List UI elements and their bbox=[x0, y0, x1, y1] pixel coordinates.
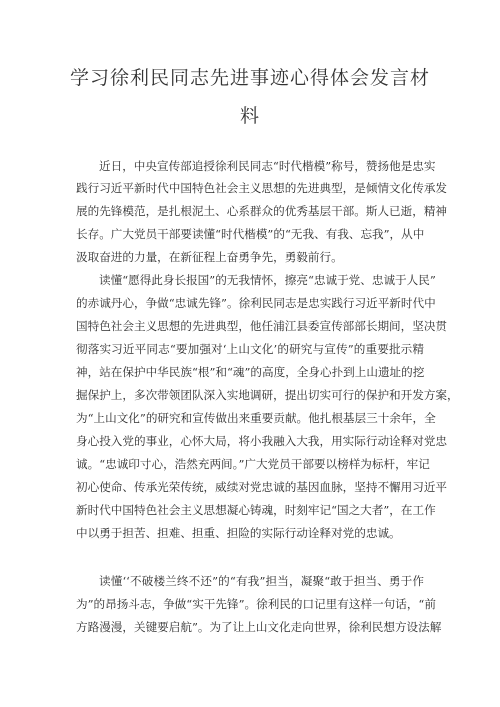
document-title-line-1: 学习徐利民同志先进事迹心得体会发言材 bbox=[69, 67, 430, 89]
paragraph-line: 读懂“愿得此身长报国”的无我情怀，擦亮“忠诚于党、忠诚于人民” bbox=[99, 273, 436, 287]
paragraph-line: 展的先锋模范，是扎根泥土、心系群众的优秀基层干部。斯人已逝，精神 bbox=[76, 204, 448, 218]
paragraph-line: 为“上山文化”的研究和宣传做出来重要贡献。他扎根基层三十余年，全 bbox=[76, 411, 436, 425]
paragraph-line: 新时代中国特色社会主义思想凝心铸魂，时刻牢记“国之大者”，在工作 bbox=[76, 503, 436, 517]
paragraph-line: 读懂‘‘不破楼兰终不还”的“有我”担当，凝聚“敢于担当、勇于作 bbox=[99, 574, 424, 588]
paragraph-line: 的赤诚丹心，争做“忠诚先锋”。徐利民同志是忠实践行习近平新时代中 bbox=[76, 296, 436, 310]
paragraph-line: 身心投入党的事业，心怀大局，将小我融入大我，用实际行动诠释对党忠 bbox=[76, 434, 448, 448]
paragraph-line: 掘保护上，多次带领团队深入实地调研，提出切实可行的保护和开发方案， bbox=[76, 388, 459, 402]
paragraph-line: 汲取奋进的力量，在新征程上奋勇争先，勇毅前行。 bbox=[76, 250, 343, 264]
paragraph-line: 践行习近平新时代中国特色社会主义思想的先进典型，是倾情文化传承发 bbox=[76, 181, 448, 195]
paragraph-line: 诚。“忠诚印寸心，浩然充两间。”广大党员干部要以榜样为标杆，牢记 bbox=[76, 457, 430, 471]
paragraph-line: 国特色社会主义思想的先进典型，他任浦江县委宣传部部长期间，坚决贯 bbox=[76, 319, 448, 333]
paragraph-line: 神，站在保护中华民族“根”和“魂”的高度，全身心扑到上山遗址的挖 bbox=[76, 365, 425, 379]
paragraph-line: 中以勇于担苦、担难、担重、担险的实际行动诠释对党的忠诚。 bbox=[76, 526, 401, 540]
paragraph-line: 方路漫漫，关键要启航”。为了让上山文化走向世界，徐利民想方设法解 bbox=[76, 620, 442, 634]
document-title-line-2: 料 bbox=[239, 105, 260, 127]
paragraph-line: 为”的昂扬斗志，争做“实干先锋”。徐利民的口记里有这样一句话，“前 bbox=[76, 597, 436, 611]
paragraph-line: 初心使命、传承光荣传统，威续对党忠诚的基因血脉，坚持不懈用习近平 bbox=[76, 480, 448, 494]
paragraph-line: 长存。广大党员干部要读懂“时代楷模”的“无我、有我、忘我”，从中 bbox=[76, 227, 425, 241]
paragraph-line: 彻落实习近平同志“要加强对‘上山文化’的研究与宣传”的重要批示精 bbox=[76, 342, 424, 356]
paragraph-line: 近日，中央宣传部追授徐利民同志“时代楷模”称号，赞扬他是忠实 bbox=[99, 159, 436, 173]
